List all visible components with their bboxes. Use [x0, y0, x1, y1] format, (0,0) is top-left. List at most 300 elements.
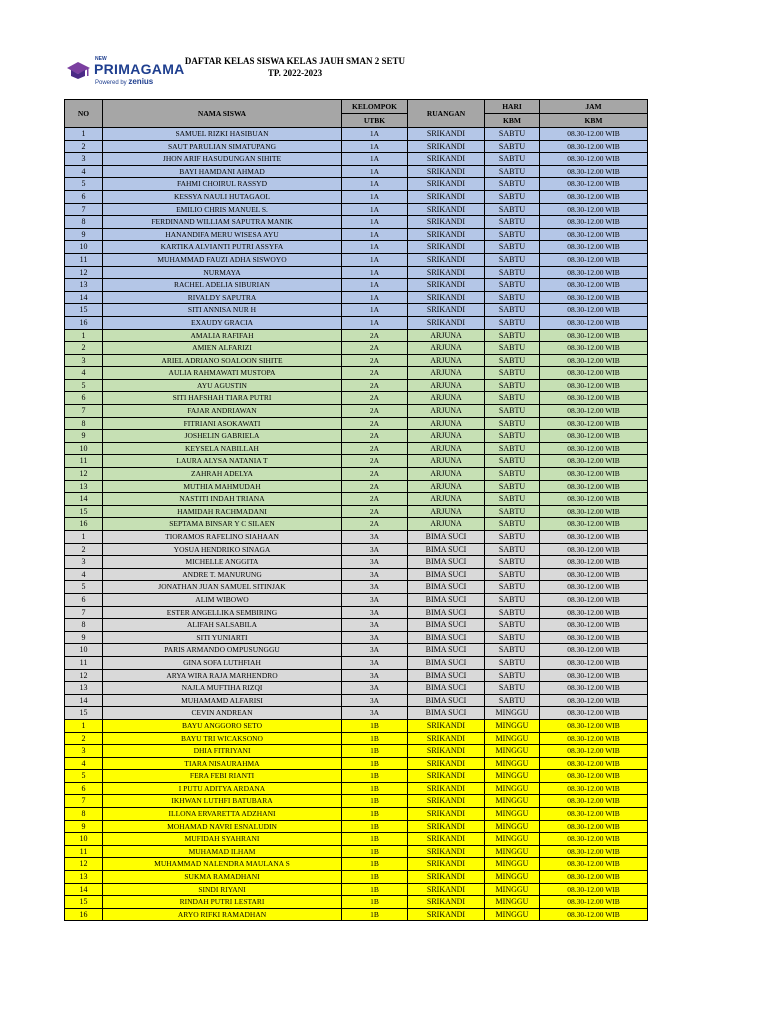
cell-hari: SABTU: [485, 279, 540, 292]
cell-kelompok: 1A: [342, 291, 408, 304]
table-row: [65, 455, 648, 468]
cell-hari: SABTU: [485, 203, 540, 216]
cell-nama-siswa: SITI ANNISA NUR H: [103, 304, 342, 317]
cell-ruangan: BIMA SUCI: [408, 707, 485, 720]
cell-kelompok: 1B: [342, 732, 408, 745]
cell-hari: MINGGU: [485, 719, 540, 732]
cell-kelompok: 3A: [342, 707, 408, 720]
cell-ruangan: SRIKANDI: [408, 896, 485, 909]
table-row: [65, 367, 648, 380]
cell-jam: 08.30-12.00 WIB: [540, 228, 648, 241]
cell-kelompok: 2A: [342, 442, 408, 455]
cell-kelompok: 3A: [342, 644, 408, 657]
cell-nama-siswa: MICHELLE ANGGITA: [103, 556, 342, 569]
cell-nama-siswa: YOSUA HENDRIKO SINAGA: [103, 543, 342, 556]
cell-no: 3: [65, 354, 103, 367]
cell-jam: 08.30-12.00 WIB: [540, 417, 648, 430]
cell-hari: SABTU: [485, 392, 540, 405]
cell-ruangan: SRIKANDI: [408, 732, 485, 745]
cell-hari: SABTU: [485, 140, 540, 153]
table-row: [65, 417, 648, 430]
table-row: [65, 568, 648, 581]
cell-nama-siswa: SITI YUNIARTI: [103, 631, 342, 644]
cell-ruangan: ARJUNA: [408, 505, 485, 518]
cell-jam: 08.30-12.00 WIB: [540, 543, 648, 556]
cell-ruangan: BIMA SUCI: [408, 606, 485, 619]
cell-hari: SABTU: [485, 442, 540, 455]
cell-ruangan: SRIKANDI: [408, 165, 485, 178]
cell-nama-siswa: AULIA RAHMAWATI MUSTOPA: [103, 367, 342, 380]
table-row: [65, 820, 648, 833]
table-row: [65, 354, 648, 367]
cell-jam: 08.30-12.00 WIB: [540, 682, 648, 695]
cell-nama-siswa: GINA SOFA LUTHFIAH: [103, 656, 342, 669]
cell-kelompok: 3A: [342, 556, 408, 569]
table-row: [65, 430, 648, 443]
cell-ruangan: BIMA SUCI: [408, 568, 485, 581]
cell-hari: MINGGU: [485, 757, 540, 770]
cell-kelompok: 1A: [342, 228, 408, 241]
cell-hari: SABTU: [485, 253, 540, 266]
cell-kelompok: 2A: [342, 455, 408, 468]
cell-ruangan: SRIKANDI: [408, 253, 485, 266]
cell-hari: SABTU: [485, 316, 540, 329]
cell-ruangan: ARJUNA: [408, 367, 485, 380]
cell-hari: SABTU: [485, 682, 540, 695]
table-row: [65, 140, 648, 153]
cell-no: 2: [65, 342, 103, 355]
cell-no: 1: [65, 719, 103, 732]
cell-hari: SABTU: [485, 178, 540, 191]
cell-kelompok: 2A: [342, 417, 408, 430]
cell-jam: 08.30-12.00 WIB: [540, 656, 648, 669]
cell-ruangan: SRIKANDI: [408, 795, 485, 808]
cell-jam: 08.30-12.00 WIB: [540, 858, 648, 871]
table-row: [65, 442, 648, 455]
cell-nama-siswa: DHIA FITRIYANI: [103, 745, 342, 758]
cell-no: 7: [65, 203, 103, 216]
table-row: [65, 279, 648, 292]
cell-no: 11: [65, 845, 103, 858]
cell-nama-siswa: IKHWAN LUTHFI BATUBARA: [103, 795, 342, 808]
cell-ruangan: SRIKANDI: [408, 908, 485, 921]
cell-hari: MINGGU: [485, 858, 540, 871]
cell-jam: 08.30-12.00 WIB: [540, 216, 648, 229]
cell-ruangan: SRIKANDI: [408, 719, 485, 732]
cell-hari: SABTU: [485, 631, 540, 644]
cell-jam: 08.30-12.00 WIB: [540, 342, 648, 355]
cell-hari: SABTU: [485, 581, 540, 594]
cell-no: 16: [65, 908, 103, 921]
cell-no: 8: [65, 216, 103, 229]
cell-jam: 08.30-12.00 WIB: [540, 405, 648, 418]
cell-no: 2: [65, 140, 103, 153]
cell-jam: 08.30-12.00 WIB: [540, 896, 648, 909]
cell-nama-siswa: MOHAMAD NAVRI ESNALUDIN: [103, 820, 342, 833]
table-header-row: [65, 100, 648, 114]
cell-kelompok: 3A: [342, 669, 408, 682]
cell-no: 15: [65, 304, 103, 317]
cell-nama-siswa: ILLONA ERVARETTA ADZHANI: [103, 808, 342, 821]
table-row: [65, 253, 648, 266]
cell-nama-siswa: ANDRE T. MANURUNG: [103, 568, 342, 581]
cell-hari: SABTU: [485, 644, 540, 657]
cell-no: 2: [65, 732, 103, 745]
cell-kelompok: 2A: [342, 430, 408, 443]
cell-kelompok: 1B: [342, 858, 408, 871]
cell-hari: SABTU: [485, 531, 540, 544]
cell-ruangan: SRIKANDI: [408, 871, 485, 884]
table-row: [65, 379, 648, 392]
cell-ruangan: ARJUNA: [408, 392, 485, 405]
cell-ruangan: BIMA SUCI: [408, 682, 485, 695]
cell-nama-siswa: KESSYA NAULI HUTAGAOL: [103, 190, 342, 203]
cell-hari: SABTU: [485, 216, 540, 229]
cell-jam: 08.30-12.00 WIB: [540, 707, 648, 720]
cell-no: 6: [65, 593, 103, 606]
document-title: DAFTAR KELAS SISWA KELAS JAUH SMAN 2 SETU: [184, 56, 406, 66]
cell-ruangan: SRIKANDI: [408, 883, 485, 896]
cell-hari: SABTU: [485, 455, 540, 468]
cell-jam: 08.30-12.00 WIB: [540, 354, 648, 367]
cell-hari: SABTU: [485, 342, 540, 355]
cell-ruangan: SRIKANDI: [408, 291, 485, 304]
cell-ruangan: BIMA SUCI: [408, 531, 485, 544]
cell-hari: MINGGU: [485, 845, 540, 858]
cell-kelompok: 2A: [342, 493, 408, 506]
cell-ruangan: SRIKANDI: [408, 304, 485, 317]
cell-jam: 08.30-12.00 WIB: [540, 291, 648, 304]
cell-nama-siswa: RIVALDY SAPUTRA: [103, 291, 342, 304]
cell-jam: 08.30-12.00 WIB: [540, 757, 648, 770]
cell-ruangan: SRIKANDI: [408, 128, 485, 141]
cell-kelompok: 3A: [342, 656, 408, 669]
table-row: [65, 707, 648, 720]
table-row: [65, 845, 648, 858]
cell-kelompok: 1A: [342, 304, 408, 317]
table-row: [65, 782, 648, 795]
cell-nama-siswa: BAYU TRI WICAKSONO: [103, 732, 342, 745]
cell-jam: 08.30-12.00 WIB: [540, 619, 648, 632]
cell-ruangan: BIMA SUCI: [408, 644, 485, 657]
table-row: [65, 682, 648, 695]
cell-kelompok: 1A: [342, 178, 408, 191]
cell-no: 10: [65, 442, 103, 455]
cell-nama-siswa: MUTHIA MAHMUDAH: [103, 480, 342, 493]
cell-hari: SABTU: [485, 291, 540, 304]
cell-ruangan: ARJUNA: [408, 329, 485, 342]
table-row: [65, 883, 648, 896]
cell-hari: SABTU: [485, 568, 540, 581]
cell-jam: 08.30-12.00 WIB: [540, 241, 648, 254]
cell-no: 5: [65, 379, 103, 392]
cell-ruangan: ARJUNA: [408, 430, 485, 443]
table-row: [65, 757, 648, 770]
cell-no: 13: [65, 279, 103, 292]
cell-jam: 08.30-12.00 WIB: [540, 795, 648, 808]
cell-kelompok: 2A: [342, 392, 408, 405]
cell-hari: MINGGU: [485, 896, 540, 909]
cell-ruangan: ARJUNA: [408, 518, 485, 531]
table-row: [65, 203, 648, 216]
cell-hari: MINGGU: [485, 745, 540, 758]
cell-ruangan: SRIKANDI: [408, 228, 485, 241]
cell-jam: 08.30-12.00 WIB: [540, 845, 648, 858]
cell-no: 10: [65, 644, 103, 657]
cell-no: 11: [65, 253, 103, 266]
cell-ruangan: SRIKANDI: [408, 153, 485, 166]
table-row: [65, 619, 648, 632]
cell-nama-siswa: ARIEL ADRIANO SOALOON SIHITE: [103, 354, 342, 367]
table-row: [65, 593, 648, 606]
cell-no: 13: [65, 480, 103, 493]
cell-kelompok: 1A: [342, 165, 408, 178]
cell-kelompok: 1B: [342, 757, 408, 770]
cell-hari: SABTU: [485, 505, 540, 518]
cell-ruangan: BIMA SUCI: [408, 694, 485, 707]
cell-hari: SABTU: [485, 405, 540, 418]
cell-ruangan: ARJUNA: [408, 455, 485, 468]
cell-nama-siswa: NASTITI INDAH TRIANA: [103, 493, 342, 506]
header-utbk: UTBK: [342, 114, 408, 128]
table-row: [65, 480, 648, 493]
cell-jam: 08.30-12.00 WIB: [540, 480, 648, 493]
cell-kelompok: 3A: [342, 593, 408, 606]
cell-hari: SABTU: [485, 593, 540, 606]
cell-nama-siswa: HANANDIFA MERU WISESA AYU: [103, 228, 342, 241]
cell-jam: 08.30-12.00 WIB: [540, 253, 648, 266]
cell-nama-siswa: ALIFAH SALSABILA: [103, 619, 342, 632]
cell-jam: 08.30-12.00 WIB: [540, 430, 648, 443]
table-row: [65, 669, 648, 682]
table-row: [65, 732, 648, 745]
cell-ruangan: SRIKANDI: [408, 858, 485, 871]
cell-no: 13: [65, 682, 103, 695]
cell-no: 1: [65, 329, 103, 342]
cell-no: 5: [65, 770, 103, 783]
cell-nama-siswa: LAURA ALYSA NATANIA T: [103, 455, 342, 468]
cell-kelompok: 2A: [342, 480, 408, 493]
cell-jam: 08.30-12.00 WIB: [540, 908, 648, 921]
header-nama-siswa: NAMA SISWA: [103, 100, 342, 128]
cell-jam: 08.30-12.00 WIB: [540, 606, 648, 619]
cell-ruangan: BIMA SUCI: [408, 656, 485, 669]
cell-jam: 08.30-12.00 WIB: [540, 153, 648, 166]
cell-no: 5: [65, 581, 103, 594]
cell-no: 6: [65, 782, 103, 795]
cell-ruangan: BIMA SUCI: [408, 556, 485, 569]
cell-kelompok: 1B: [342, 896, 408, 909]
table-row: [65, 505, 648, 518]
cell-jam: 08.30-12.00 WIB: [540, 304, 648, 317]
table-row: [65, 316, 648, 329]
table-row: [65, 631, 648, 644]
cell-nama-siswa: JOSHELIN GABRIELA: [103, 430, 342, 443]
cell-nama-siswa: ARYO RIFKI RAMADHAN: [103, 908, 342, 921]
cell-no: 10: [65, 241, 103, 254]
cell-jam: 08.30-12.00 WIB: [540, 518, 648, 531]
cell-no: 4: [65, 757, 103, 770]
table-row: [65, 329, 648, 342]
cell-jam: 08.30-12.00 WIB: [540, 178, 648, 191]
table-row: [65, 266, 648, 279]
cell-jam: 08.30-12.00 WIB: [540, 190, 648, 203]
cell-hari: SABTU: [485, 165, 540, 178]
table-row: [65, 405, 648, 418]
cell-hari: SABTU: [485, 468, 540, 481]
cell-kelompok: 1B: [342, 808, 408, 821]
cell-jam: 08.30-12.00 WIB: [540, 505, 648, 518]
cell-kelompok: 2A: [342, 405, 408, 418]
cell-ruangan: SRIKANDI: [408, 833, 485, 846]
cell-ruangan: SRIKANDI: [408, 820, 485, 833]
cell-nama-siswa: FAJAR ANDRIAWAN: [103, 405, 342, 418]
cell-kelompok: 1A: [342, 203, 408, 216]
cell-kelompok: 2A: [342, 367, 408, 380]
cell-nama-siswa: MUHAMMAD NALENDRA MAULANA S: [103, 858, 342, 871]
cell-kelompok: 1A: [342, 153, 408, 166]
cell-ruangan: ARJUNA: [408, 442, 485, 455]
cell-kelompok: 3A: [342, 568, 408, 581]
cell-no: 16: [65, 316, 103, 329]
cell-no: 6: [65, 190, 103, 203]
header-kelompok: KELOMPOK: [342, 100, 408, 114]
cell-kelompok: 1B: [342, 795, 408, 808]
header-jam-kbm: KBM: [540, 114, 648, 128]
cell-hari: SABTU: [485, 493, 540, 506]
logo-powered-by: [95, 77, 153, 86]
cell-jam: 08.30-12.00 WIB: [540, 581, 648, 594]
cell-ruangan: ARJUNA: [408, 379, 485, 392]
table-row: [65, 770, 648, 783]
logo-zenius-label: zenius: [128, 77, 154, 86]
cell-jam: 08.30-12.00 WIB: [540, 568, 648, 581]
cell-no: 7: [65, 405, 103, 418]
cell-hari: MINGGU: [485, 732, 540, 745]
cell-ruangan: ARJUNA: [408, 342, 485, 355]
cell-nama-siswa: KARTIKA ALVIANTI PUTRI ASSYFA: [103, 241, 342, 254]
table-row: [65, 493, 648, 506]
cell-nama-siswa: BAYI HAMDANI AHMAD: [103, 165, 342, 178]
cell-nama-siswa: EXAUDY GRACIA: [103, 316, 342, 329]
cell-no: 7: [65, 795, 103, 808]
cell-ruangan: BIMA SUCI: [408, 593, 485, 606]
cell-ruangan: BIMA SUCI: [408, 631, 485, 644]
cell-nama-siswa: CEVIN ANDREAN: [103, 707, 342, 720]
cell-jam: 08.30-12.00 WIB: [540, 871, 648, 884]
cell-ruangan: SRIKANDI: [408, 782, 485, 795]
cell-nama-siswa: AMALIA RAFIFAH: [103, 329, 342, 342]
cell-hari: MINGGU: [485, 808, 540, 821]
cell-nama-siswa: NURMAYA: [103, 266, 342, 279]
cell-hari: MINGGU: [485, 908, 540, 921]
cell-hari: SABTU: [485, 241, 540, 254]
cell-kelompok: 1A: [342, 241, 408, 254]
table-row: [65, 153, 648, 166]
table-row: [65, 190, 648, 203]
logo-powered-label: Powered by: [95, 80, 127, 86]
cell-kelompok: 3A: [342, 694, 408, 707]
cell-no: 15: [65, 896, 103, 909]
cell-kelompok: 1A: [342, 266, 408, 279]
cell-jam: 08.30-12.00 WIB: [540, 165, 648, 178]
cell-jam: 08.30-12.00 WIB: [540, 392, 648, 405]
table-row: [65, 719, 648, 732]
cell-nama-siswa: BAYU ANGGORO SETO: [103, 719, 342, 732]
cell-jam: 08.30-12.00 WIB: [540, 203, 648, 216]
table-row: [65, 165, 648, 178]
cell-no: 11: [65, 656, 103, 669]
cell-no: 11: [65, 455, 103, 468]
cell-hari: SABTU: [485, 518, 540, 531]
logo-brand-name: PRIMAGAMA: [94, 61, 185, 77]
cell-jam: 08.30-12.00 WIB: [540, 770, 648, 783]
cell-no: 9: [65, 820, 103, 833]
header-no: NO: [65, 100, 103, 128]
header-hari: HARI: [485, 100, 540, 114]
primagama-mortarboard-icon: [65, 60, 91, 82]
cell-nama-siswa: SAUT PARULIAN SIMATUPANG: [103, 140, 342, 153]
cell-ruangan: ARJUNA: [408, 493, 485, 506]
cell-no: 8: [65, 808, 103, 821]
cell-ruangan: ARJUNA: [408, 405, 485, 418]
cell-ruangan: BIMA SUCI: [408, 543, 485, 556]
document-subtitle: TP. 2022-2023: [267, 68, 323, 78]
cell-hari: SABTU: [485, 694, 540, 707]
cell-no: 6: [65, 392, 103, 405]
cell-jam: 08.30-12.00 WIB: [540, 266, 648, 279]
cell-hari: SABTU: [485, 367, 540, 380]
cell-no: 4: [65, 568, 103, 581]
cell-hari: SABTU: [485, 153, 540, 166]
table-row: [65, 543, 648, 556]
cell-no: 10: [65, 833, 103, 846]
cell-jam: 08.30-12.00 WIB: [540, 808, 648, 821]
cell-no: 14: [65, 493, 103, 506]
cell-hari: SABTU: [485, 266, 540, 279]
cell-hari: SABTU: [485, 656, 540, 669]
cell-kelompok: 1A: [342, 128, 408, 141]
cell-no: 1: [65, 128, 103, 141]
cell-nama-siswa: SAMUEL RIZKI HASIBUAN: [103, 128, 342, 141]
cell-no: 12: [65, 468, 103, 481]
cell-jam: 08.30-12.00 WIB: [540, 669, 648, 682]
cell-jam: 08.30-12.00 WIB: [540, 833, 648, 846]
cell-kelompok: 3A: [342, 682, 408, 695]
cell-kelompok: 1B: [342, 871, 408, 884]
cell-hari: SABTU: [485, 329, 540, 342]
cell-no: 14: [65, 694, 103, 707]
cell-jam: 08.30-12.00 WIB: [540, 468, 648, 481]
cell-hari: SABTU: [485, 669, 540, 682]
cell-nama-siswa: SINDI RIYANI: [103, 883, 342, 896]
cell-no: 16: [65, 518, 103, 531]
cell-no: 14: [65, 291, 103, 304]
cell-nama-siswa: TIORAMOS RAFELINO SIAHAAN: [103, 531, 342, 544]
cell-no: 9: [65, 631, 103, 644]
cell-no: 9: [65, 430, 103, 443]
cell-nama-siswa: ALIM WIBOWO: [103, 593, 342, 606]
table-row: [65, 871, 648, 884]
cell-jam: 08.30-12.00 WIB: [540, 631, 648, 644]
table-row: [65, 291, 648, 304]
cell-kelompok: 2A: [342, 468, 408, 481]
cell-hari: SABTU: [485, 379, 540, 392]
cell-no: 12: [65, 669, 103, 682]
cell-hari: SABTU: [485, 480, 540, 493]
cell-kelompok: 2A: [342, 354, 408, 367]
cell-jam: 08.30-12.00 WIB: [540, 367, 648, 380]
